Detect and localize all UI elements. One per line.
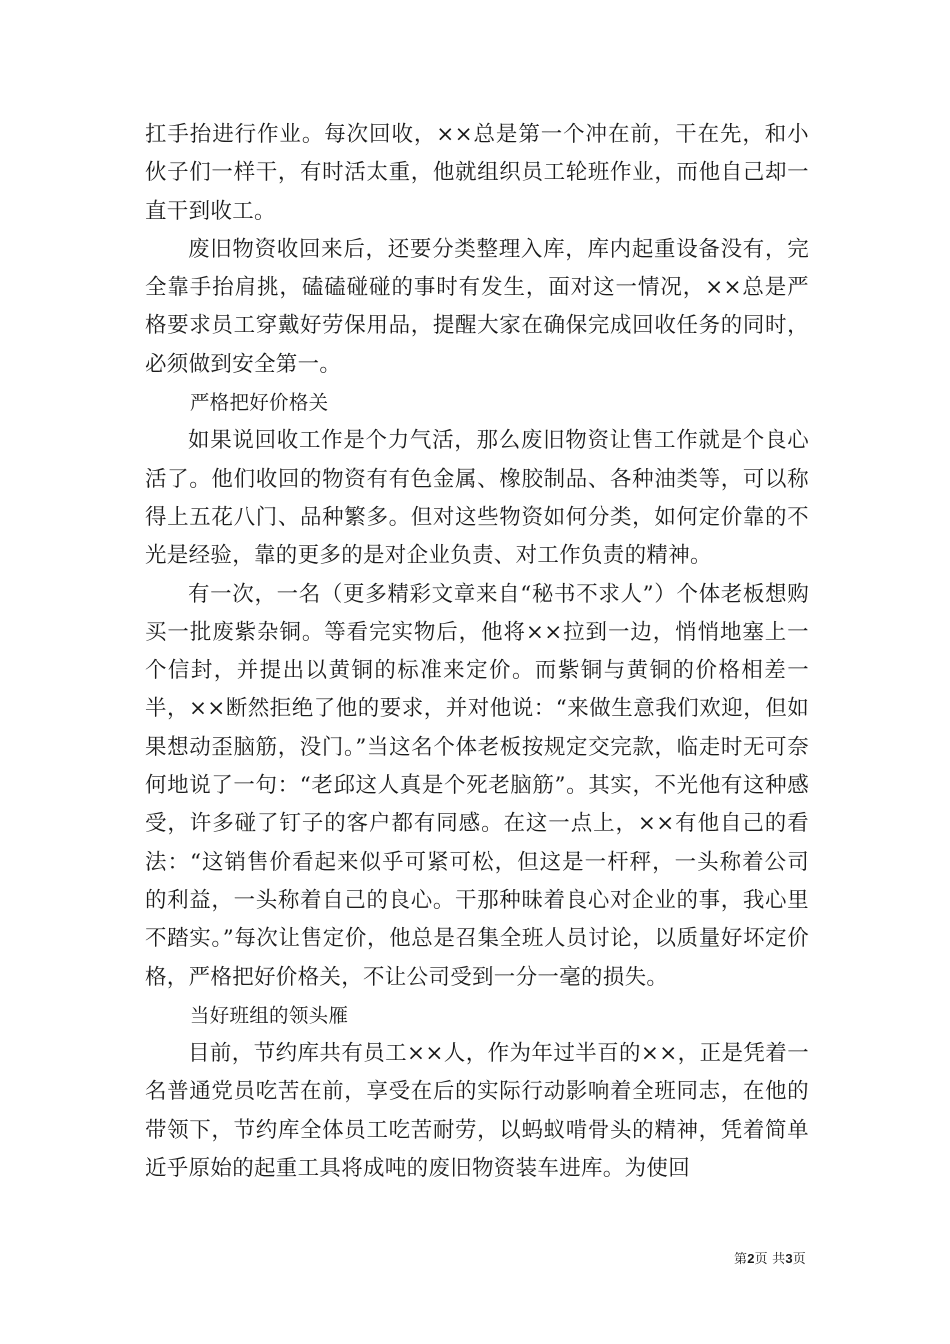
section-heading-price: 严格把好价格关 xyxy=(189,391,329,415)
current-page-number: 2 xyxy=(747,1251,755,1266)
total-pages-number: 3 xyxy=(785,1251,793,1266)
paragraph-3: 如果说回收工作是个力气活，那么废旧物资让售工作就是个良心活了。他们收回的物资有有色金属、橡胶制品、各种油类等，可以称得上五花八门、品种繁多。但对这些物资如何分类，如何定价靠的不光是经验，靠的更多的是对企业负责、对工作负责的精神。 xyxy=(145,428,809,569)
paragraph-5: 目前，节约库共有员工××人，作为年过半百的××，正是凭着一名普通党员吃苦在前，享受在后的实际行动影响着全班同志，在他的带领下，节约库全体员工吃苦耐劳，以蚂蚁啃骨头的精神，凭着简单近乎原始的起重工具将成吨的废旧物资装车进库。为使回 xyxy=(145,1041,809,1182)
paragraph-4: 有一次，一名（更多精彩文章来自“秘书不求人”）个体老板想购买一批废紫杂铜。等看完实物后，他将××拉到一边，悄悄地塞上一个信封，并提出以黄铜的标准来定价。而紫铜与黄铜的价格相差一半，××断然拒绝了他的要求，并对他说：“来做生意我们欢迎，但如果想动歪脑筋，没门。”当这名个体老板按规定交完款，临走时无可奈何地说了一句：“老邱这人真是个死老脑筋”。其实，不光他有这种感受，许多碰了钉子的客户都有同感。在这一点上，××有他自己的看法：“这销售价看起来似乎可紧可松，但这是一杆秤，一头称着公司的利益，一头称着自己的良心。干那种昧着良心对企业的事，我心里不踏实。”每次让售定价，他总是召集全班人员讨论，以质量好坏定价格，严格把好价格关，不让公司受到一分一毫的损失。 xyxy=(145,581,809,990)
page-footer xyxy=(734,1248,806,1267)
paragraph-1: 扛手抬进行作业。每次回收，××总是第一个冲在前，干在先，和小伙子们一样干，有时活太重，他就组织员工轮班作业，而他自己却一直干到收工。 xyxy=(145,122,809,224)
footer-middle: 页 共 xyxy=(754,1252,786,1267)
footer-prefix: 第 xyxy=(733,1252,748,1267)
paragraph-2: 废旧物资收回来后，还要分类整理入库，库内起重设备没有，完全靠手抬肩挑，磕磕碰碰的事时有发生，面对这一情况，××总是严格要求员工穿戴好劳保用品，提醒大家在确保完成回收任务的同时，必须做到安全第一。 xyxy=(145,236,809,377)
footer-suffix: 页 xyxy=(792,1252,806,1267)
section-heading-leader: 当好班组的领头雁 xyxy=(189,1003,349,1027)
document-body xyxy=(145,116,809,1188)
